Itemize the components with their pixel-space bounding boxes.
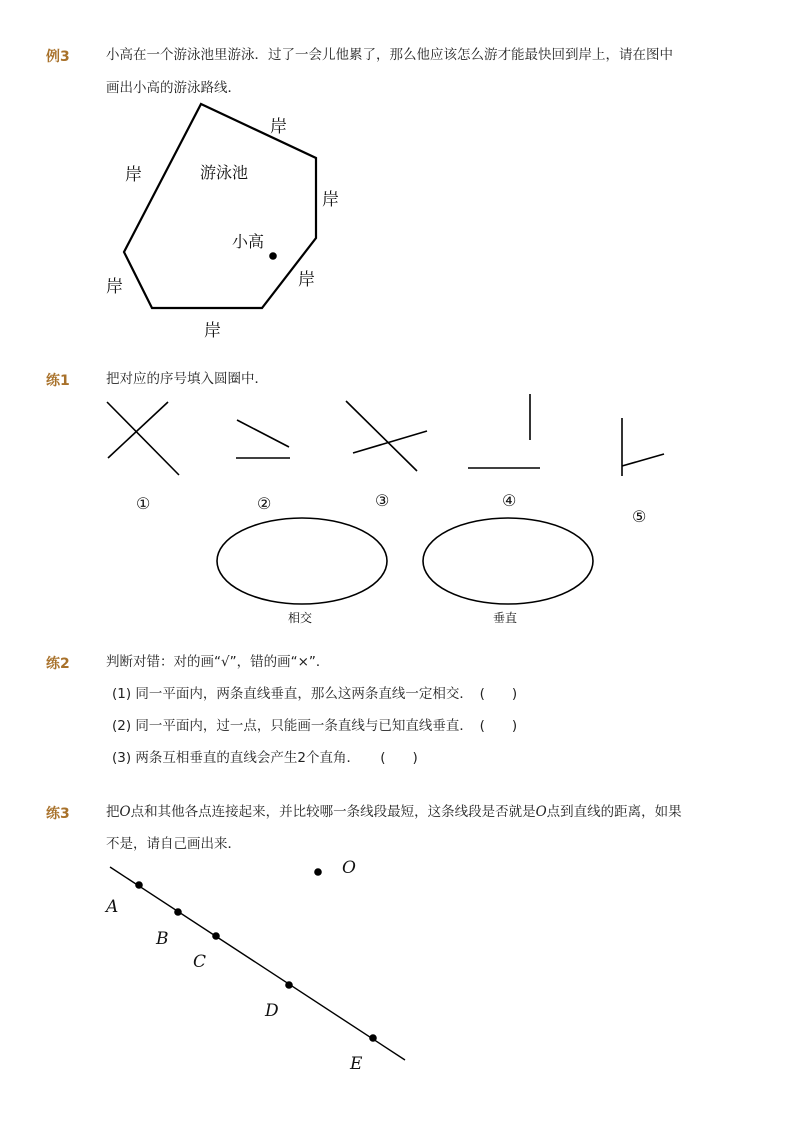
point-c[interactable] [212,932,220,940]
point-b-label: B [156,929,169,949]
figure-number-4: ④ [502,491,517,510]
practice2-tag: 练2 [46,656,70,672]
practice3-tag: 练3 [46,806,70,822]
practice2-item-2: (2) 同一平面内，过一点，只能画一条直线与已知直线垂直． ( ) [112,718,518,734]
figure-number-2: ② [257,494,272,513]
example3-question-line1: 小高在一个游泳池里游泳．过了一会儿他累了，那么他应该怎么游才能最快回到岸上，请在图中 [106,47,673,63]
point-o-label: O [342,858,356,878]
practice3-question-line1: 把O点和其他各点连接起来，并比较哪一条线段最短，这条线段是否就是O点到直线的距离，如果 [106,804,682,820]
practice2-question: 判断对错：对的画“√”，错的画“×”． [106,654,330,670]
shore-label-lower-right: 岸 [298,270,315,290]
figure-number-3: ③ [375,491,390,510]
point-b[interactable] [174,908,182,916]
shore-label-bottom: 岸 [204,321,221,341]
given-line [110,867,405,1060]
point-a-label: A [106,897,119,917]
practice1-tag: 练1 [46,373,70,389]
perpendicular-label: 垂直 [493,611,518,625]
shore-label-top: 岸 [270,117,287,137]
practice2-item-3: (3) 两条互相垂直的直线会产生2个直角． ( ) [112,750,418,766]
example3-question-line2: 画出小高的游泳路线． [106,80,241,96]
intersect-label: 相交 [288,611,313,625]
shore-label-lower-left: 岸 [106,277,123,297]
point-e[interactable] [369,1034,377,1042]
point-e-label: E [350,1054,363,1074]
practice3-question-line2: 不是，请自己画出来． [106,836,241,852]
figure-number-5: ⑤ [632,507,647,526]
practice2-item-1: (1) 同一平面内，两条直线垂直，那么这两条直线一定相交． ( ) [112,686,518,702]
point-a[interactable] [135,881,143,889]
practice1-question: 把对应的序号填入圆圈中． [106,371,268,387]
figure-number-1: ① [136,494,151,513]
point-d[interactable] [285,981,293,989]
pool-label: 游泳池 [200,163,249,182]
point-c-label: C [193,952,207,972]
shore-label-left: 岸 [125,165,142,185]
person-label: 小高 [232,232,265,251]
point-d-label: D [265,1001,279,1021]
point-o[interactable] [314,868,322,876]
example3-tag: 例3 [46,49,70,65]
shore-label-right: 岸 [322,190,339,210]
